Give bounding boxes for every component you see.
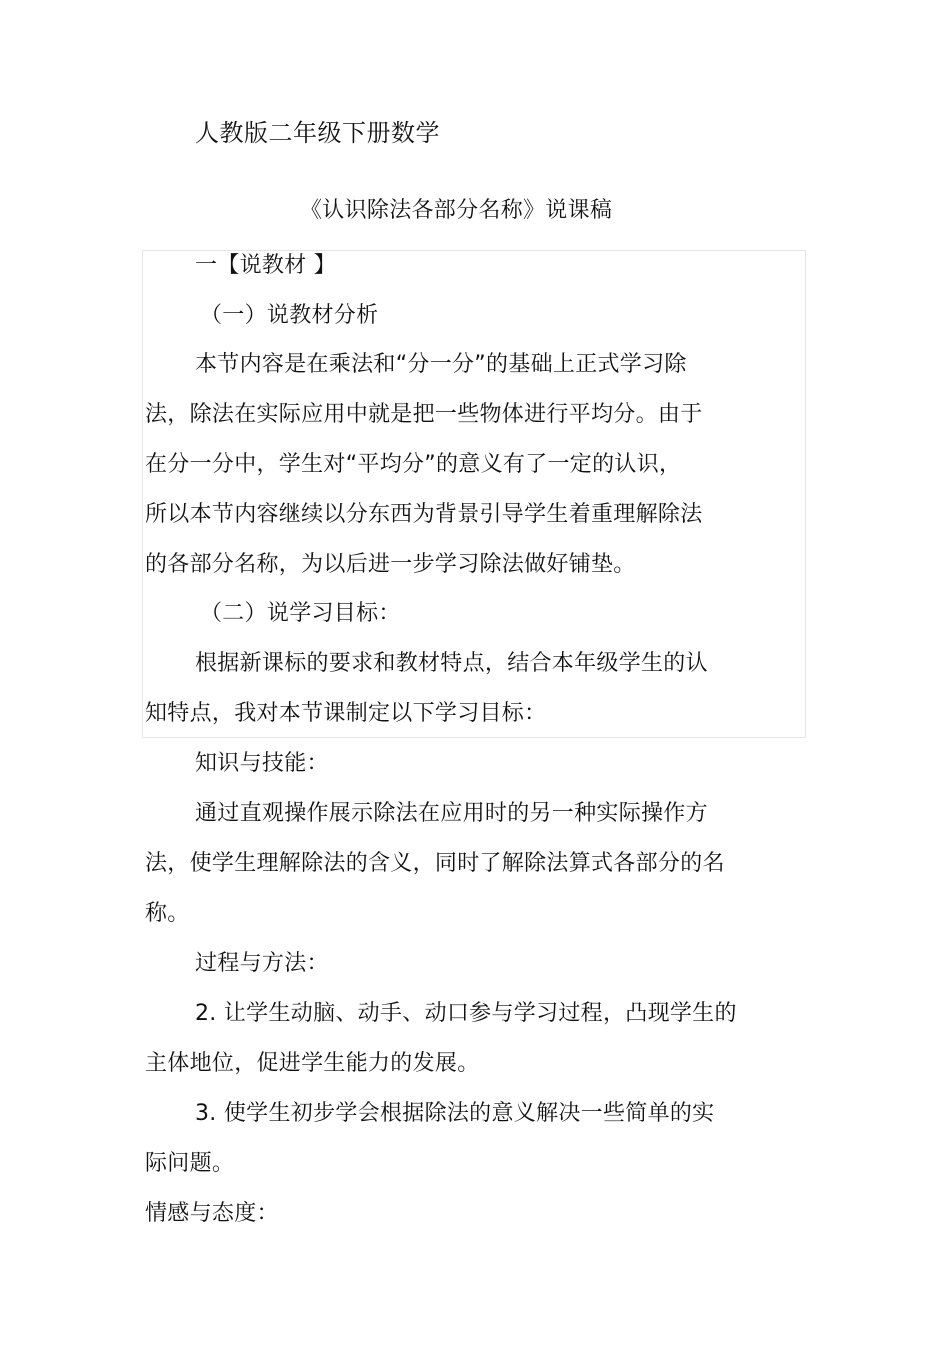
goal-heading: 过程与方法： xyxy=(195,951,329,976)
doc-label: 人教版二年级下册数学 xyxy=(195,119,440,147)
paragraph-line: 知特点，我对本节课制定以下学习目标： xyxy=(145,701,547,726)
paragraph-line: 本节内容是在乘法和“分一分”的基础上正式学习除 xyxy=(195,352,687,377)
paragraph-line: 所以本节内容继续以分东西为背景引导学生着重理解除法 xyxy=(145,502,703,527)
paragraph-line: 根据新课标的要求和教材特点，结合本年级学生的认 xyxy=(195,651,708,676)
goal-heading: 知识与技能： xyxy=(195,751,329,776)
paragraph-line: 的各部分名称，为以后进一步学习除法做好铺垫。 xyxy=(145,552,636,577)
list-item: 3. 使学生初步学会根据除法的意义解决一些简单的实 xyxy=(195,1101,715,1126)
goal-heading: 情感与态度： xyxy=(145,1201,279,1226)
paragraph-line: 通过直观操作展示除法在应用时的另一种实际操作方 xyxy=(195,801,708,826)
list-item: 2. 让学生动脑、动手、动口参与学习过程，凸现学生的 xyxy=(195,1001,737,1026)
paragraph-line: 际问题。 xyxy=(145,1151,235,1176)
section-heading: 一【说教材 】 xyxy=(195,253,337,278)
paragraph-line: 主体地位，促进学生能力的发展。 xyxy=(145,1051,480,1076)
subsection-heading: （二）说学习目标： xyxy=(200,601,401,626)
doc-title: 《认识除法各部分名称》说课稿 xyxy=(300,198,613,223)
paragraph-line: 在分一分中，学生对“平均分”的意义有了一定的认识， xyxy=(145,452,682,477)
paragraph-line: 称。 xyxy=(145,901,190,926)
paragraph-line: 法，使学生理解除法的含义，同时了解除法算式各部分的名 xyxy=(145,851,725,876)
subsection-heading: （一）说教材分析 xyxy=(200,303,379,328)
paragraph-line: 法，除法在实际应用中就是把一些物体进行平均分。由于 xyxy=(145,402,703,427)
